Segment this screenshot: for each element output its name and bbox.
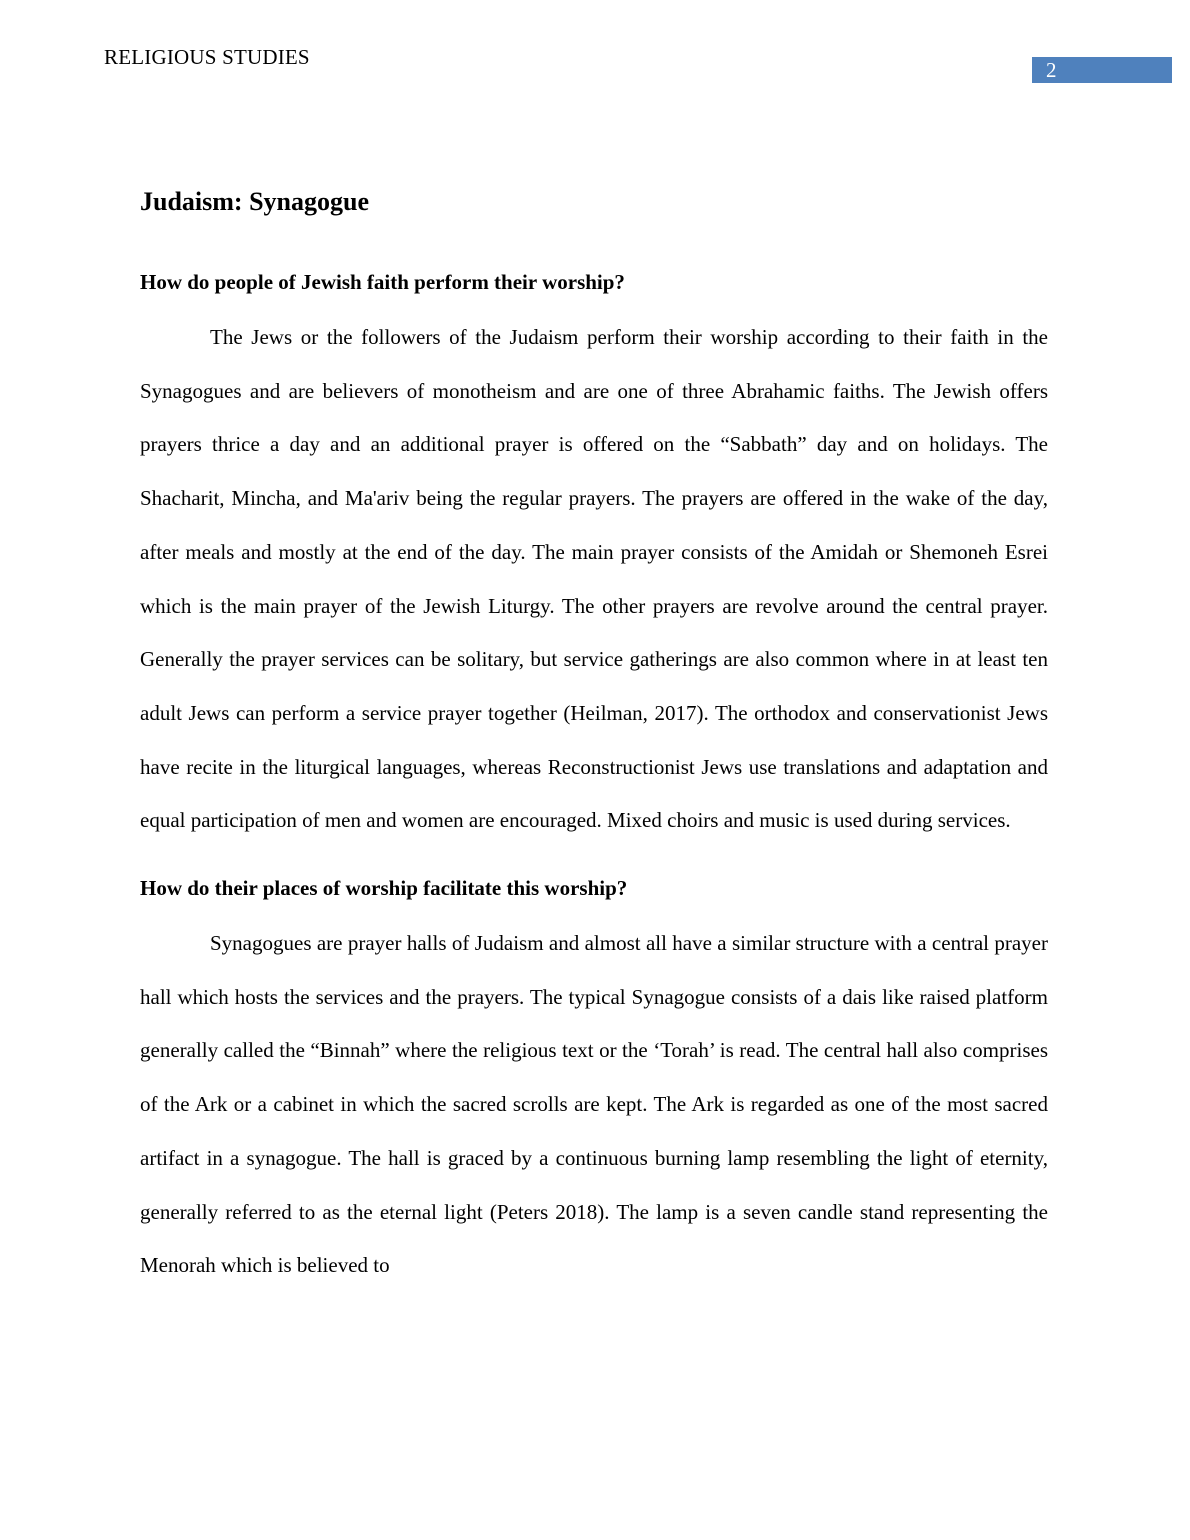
page-number-bar — [1032, 57, 1172, 83]
section-worship-practice — [140, 262, 1048, 848]
document-body — [140, 182, 1048, 1293]
document-title: Judaism: Synagogue — [140, 187, 369, 216]
running-head: RELIGIOUS STUDIES — [104, 45, 310, 69]
body-paragraph: Synagogues are prayer halls of Judaism and almost all have a similar structure with a central prayer hall which hosts the services and the prayers. The typical Synagogue consists of a dais like raised platform generally called the “Binnah” where the religious text or the ‘Torah’ is read. The central hall also comprises of the Ark or a cabinet in which the sacred scrolls are kept. The Ark is regarded as one of the most sacred artifact in a synagogue. The hall is graced by a continuous burning lamp resembling the light of eternity, generally referred to as the eternal light (Peters 2018). The lamp is a seven candle stand representing the Menorah which is believed to — [140, 931, 1048, 1278]
section-heading: How do people of Jewish faith perform their worship? — [140, 270, 625, 294]
section-heading: How do their places of worship facilitate this worship? — [140, 876, 628, 901]
body-paragraph: The Jews or the followers of the Judaism perform their worship according to their faith in the Synagogues and are believers of monotheism and are one of three Abrahamic faiths. The Jewish offers prayers thrice a day and an additional prayer is offered on the “Sabbath” day and on holidays. The Shacharit, Mincha, and Ma'ariv being the regular prayers. The prayers are offered in the wake of the day, after meals and mostly at the end of the day. The main prayer consists of the Amidah or Shemoneh Esrei which is the main prayer of the Jewish Liturgy. The other prayers are revolve around the central prayer. Generally the prayer services can be solitary, but service gatherings are also common where in at least ten adult Jews can perform a service prayer together (Heilman, 2017). The orthodox and conservationist Jews have recite in the liturgical languages, whereas Reconstructionist Jews use translations and adaptation and equal participation of men and women are encouraged. Mixed choirs and music is used during services. — [140, 325, 1048, 833]
section-places-of-worship — [140, 868, 1048, 1293]
page-number: 2 — [1046, 58, 1057, 82]
